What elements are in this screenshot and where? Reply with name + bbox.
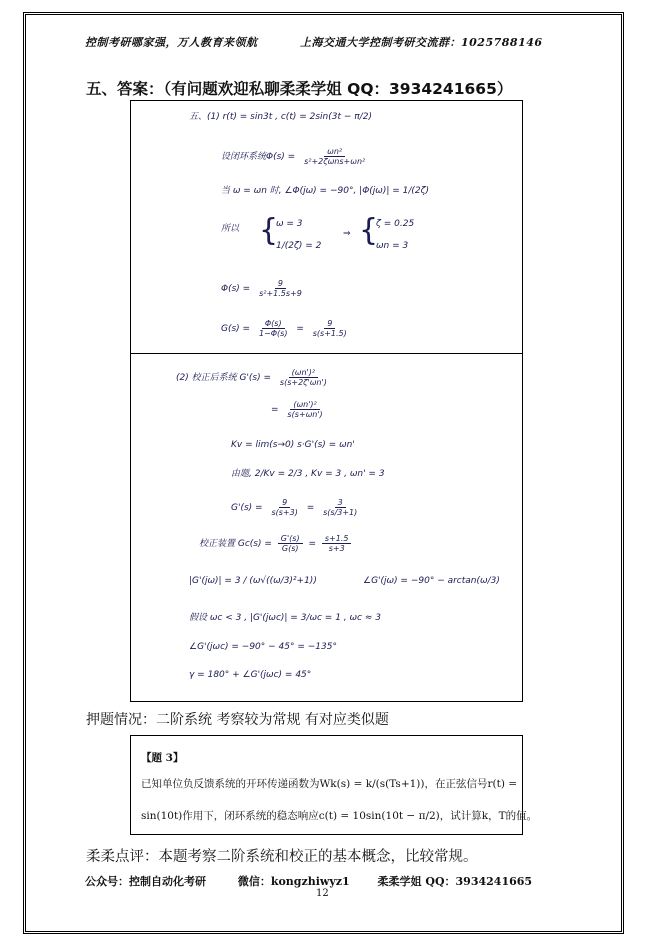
- hw-gp: G'(s) = $\frac{9}{s(s+3)}$ = $\frac{3}{s(s/3+1)}$: [231, 498, 363, 517]
- hw-num: 3: [335, 498, 346, 508]
- handwritten-solution-part1: [130, 100, 523, 354]
- hw-den: s(s+ωn'): [287, 410, 323, 419]
- hw-line: ζ = 0.25: [376, 219, 415, 229]
- hw-line: ∠G'(jω) = −90° − arctan(ω/3): [363, 576, 500, 586]
- hw-den: s+3: [328, 544, 345, 553]
- hw-line: ∠G'(jωc) = −90° − 45° = −135°: [189, 642, 337, 652]
- footer-public-account: 公众号：控制自动化考研: [85, 875, 206, 888]
- hw-line: γ = 180° + ∠G'(jωc) = 45°: [189, 670, 312, 680]
- footer-qq: 柔柔学姐 QQ：3934241665: [377, 875, 533, 888]
- problem-box: [130, 735, 538, 835]
- hw-line: 当 ω = ωn 时, ∠Φ(jω) = −90°, |Φ(jω)| = 1/(2ζ): [221, 186, 430, 196]
- hw-den: s²+2ζωns+ωn²: [304, 157, 366, 166]
- hw-p2b: = $\frac{\text{(ωn')²}}{s(s+\omega n')}$: [271, 400, 329, 419]
- hw-den: s(s/3+1): [323, 508, 358, 517]
- hw-line: 五、(1) r(t) = sin3t , c(t) = 2sin(3t − π/2): [189, 112, 372, 122]
- footer-wechat: 微信：kongzhiwyz1: [237, 875, 350, 888]
- hw-num: (ωn')²: [290, 400, 319, 410]
- hw-num: 9: [279, 498, 290, 508]
- header-slogan: 控制考研哪家强，万人教育来领航: [85, 36, 258, 49]
- hw-num: ωn²: [324, 147, 345, 157]
- hw-den: s(s+2ζ'ωn'): [279, 378, 327, 387]
- hw-phi: [221, 279, 308, 298]
- arrow-icon: ⇒: [343, 229, 351, 239]
- section-title: 五、答案：（有问题欢迎私聊柔柔学姐 QQ：3934241665）: [86, 80, 513, 98]
- hw-label: G(s) =: [221, 324, 251, 334]
- brace-icon: {: [259, 213, 279, 248]
- page-footer: [85, 873, 585, 889]
- header-group: 上海交通大学控制考研交流群：1025788146: [300, 36, 543, 49]
- problem-tag: 【题 3】: [141, 752, 184, 764]
- handwritten-solution-part2: [130, 354, 523, 702]
- hw-g: [221, 319, 353, 338]
- hw-line: Kv = lim(s→0) s·G'(s) = ωn': [231, 440, 355, 450]
- hw-den: s²+1.5s+9: [259, 289, 302, 298]
- hw-line: 1/(2ζ) = 2: [276, 241, 322, 251]
- hw-line: ωn = 3: [376, 241, 409, 251]
- hw-line: 由题, 2/Kv = 2/3 , Kv = 3 , ωn' = 3: [231, 469, 385, 479]
- hw-den: s(s+1.5): [312, 329, 347, 338]
- hw-num: 9: [275, 279, 286, 289]
- hw-label: (2) 校正后系统 G'(s) =: [176, 373, 272, 383]
- hw-num: 9: [324, 319, 335, 329]
- hw-den: 1−Φ(s): [258, 329, 288, 338]
- problem-line2: sin(10t)作用下，闭环系统的稳态响应c(t) = 10sin(10t − π/2)，试计算k，T的值。: [141, 810, 538, 822]
- hw-eq: =: [296, 324, 304, 334]
- hw-den: s(s+3): [271, 508, 298, 517]
- hw-label: Φ(s) =: [221, 284, 251, 294]
- hw-closed-loop: [221, 147, 371, 166]
- hw-num: Φ(s): [262, 319, 285, 329]
- hw-label: 设闭环系统Φ(s) =: [221, 152, 296, 162]
- problem-line1: 已知单位负反馈系统的开环传递函数为Wk(s) = k/(s(Ts+1))，在正弦信号r(t) =: [141, 778, 518, 790]
- hw-den: G(s): [281, 544, 299, 553]
- hw-num: G'(s): [278, 534, 303, 544]
- brace-icon: {: [359, 213, 379, 248]
- hw-line: |G'(jω)| = 3 / (ω√((ω/3)²+1)): [189, 576, 317, 586]
- comment: 柔柔点评：本题考察二阶系统和校正的基本概念，比较常规。: [86, 849, 478, 865]
- hw-line: ω = 3: [276, 219, 303, 229]
- hw-label: G'(s) =: [231, 503, 263, 513]
- hw-label: 所以: [221, 224, 240, 234]
- hw-p2: [176, 368, 333, 387]
- hw-comp: 校正装置 Gc(s) = $\frac{G'(s)}{G(s)}$ = $\frac{s+1.5}{s+3}$: [199, 534, 354, 553]
- hw-line: 假设 ωc < 3 , |G'(jωc)| = 3/ωc = 1 , ωc ≈ 3: [189, 613, 381, 623]
- page-number: 12: [316, 888, 329, 899]
- press-note: 押题情况：二阶系统 考察较为常规 有对应类似题: [86, 712, 389, 728]
- hw-num: (ωn')²: [289, 368, 318, 378]
- hw-label: 校正装置 Gc(s) =: [199, 539, 272, 549]
- hw-num: s+1.5: [322, 534, 352, 544]
